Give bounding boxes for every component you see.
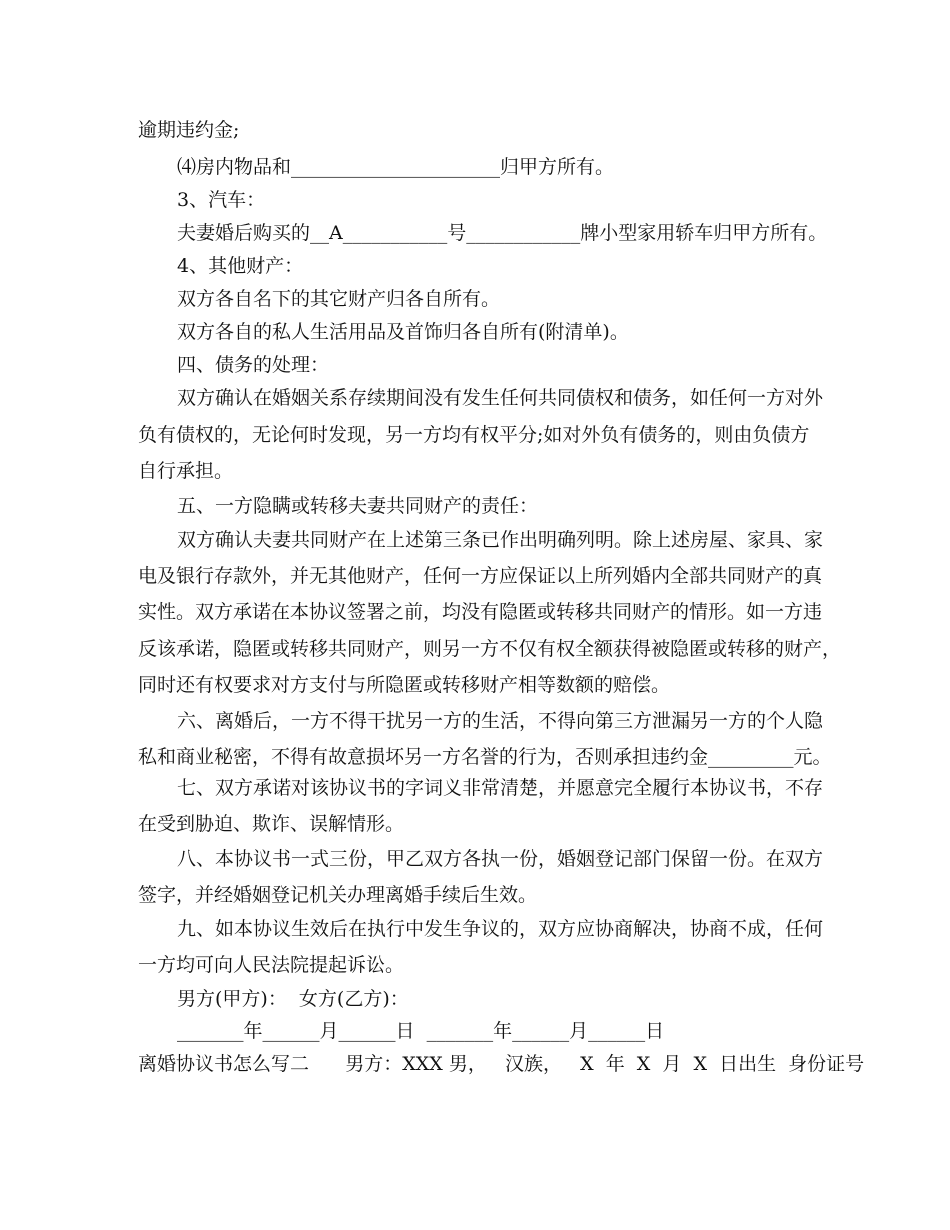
text-line: 七、双方承诺对该协议书的字词义非常清楚，并愿意完全履行本协议书，不存 [177, 777, 824, 799]
text-line: 八、本协议书一式三份，甲乙双方各执一份，婚姻登记部门保留一份。在双方 [177, 848, 824, 870]
text-line: 双方各自名下的其它财产归各自所有。 [177, 288, 501, 310]
text-line: 反该承诺，隐匿或转移共同财产，则另一方不仅有权全额获得被隐匿或转移的财产， [138, 638, 842, 660]
text-line: 双方确认在婚姻关系存续期间没有发生任何共同债权和债务，如任何一方对外 [177, 387, 824, 409]
text-line: 逾期违约金; [138, 119, 240, 141]
section-heading-agreement-two: 离婚协议书怎么写二 男方：XXX 男， 汉族， X 年 X 月 X 日出生 身份证号 [138, 1053, 865, 1075]
text-line: 四、债务的处理： [177, 354, 330, 376]
text-line: 一方均可向人民法院提起诉讼。 [138, 954, 405, 976]
text-line: 电及银行存款外，并无其他财产，任何一方应保证以上所列婚内全部共同财产的真 [138, 565, 823, 587]
signature-dates: _______年______月______日 _______年______月______日 [177, 1020, 665, 1042]
text-line: 私和商业秘密，不得有故意损坏另一方名誉的行为，否则承担违约金_________元。 [138, 746, 832, 768]
text-line: 在受到胁迫、欺诈、误解情形。 [138, 813, 405, 835]
text-line: 六、离婚后，一方不得干扰另一方的生活，不得向第三方泄漏另一方的个人隐 [177, 710, 824, 732]
text-line: 负有债权的，无论何时发现，另一方均有权平分;如对外负有债务的，则由负债方 [138, 424, 810, 446]
text-line: 自行承担。 [138, 460, 234, 482]
text-line: 4、其他财产： [177, 255, 304, 277]
text-line: ⑷房内物品和______________________归甲方所有。 [177, 156, 615, 178]
text-line: 实性。双方承诺在本协议签署之前，均没有隐匿或转移共同财产的情形。如一方违 [138, 601, 823, 623]
text-line: 双方各自的私人生活用品及首饰归各自所有(附清单)。 [177, 321, 629, 343]
text-line: 签字，并经婚姻登记机关办理离婚手续后生效。 [138, 884, 538, 906]
text-line: 同时还有权要求对方支付与所隐匿或转移财产相等数额的赔偿。 [138, 674, 671, 696]
text-line: 双方确认夫妻共同财产在上述第三条已作出明确列明。除上述房屋、家具、家 [177, 529, 824, 551]
text-line: 3、汽车： [177, 189, 266, 211]
text-line: 九、如本协议生效后在执行中发生争议的，双方应协商解决，协商不成，任何 [177, 918, 824, 940]
text-line: 五、一方隐瞒或转移夫妻共同财产的责任： [177, 495, 539, 517]
text-line: 夫妻婚后购买的__A___________号____________牌小型家用轿车归甲方所有。 [177, 222, 828, 244]
signature-parties: 男方(甲方)： 女方(乙方)： [177, 988, 409, 1010]
